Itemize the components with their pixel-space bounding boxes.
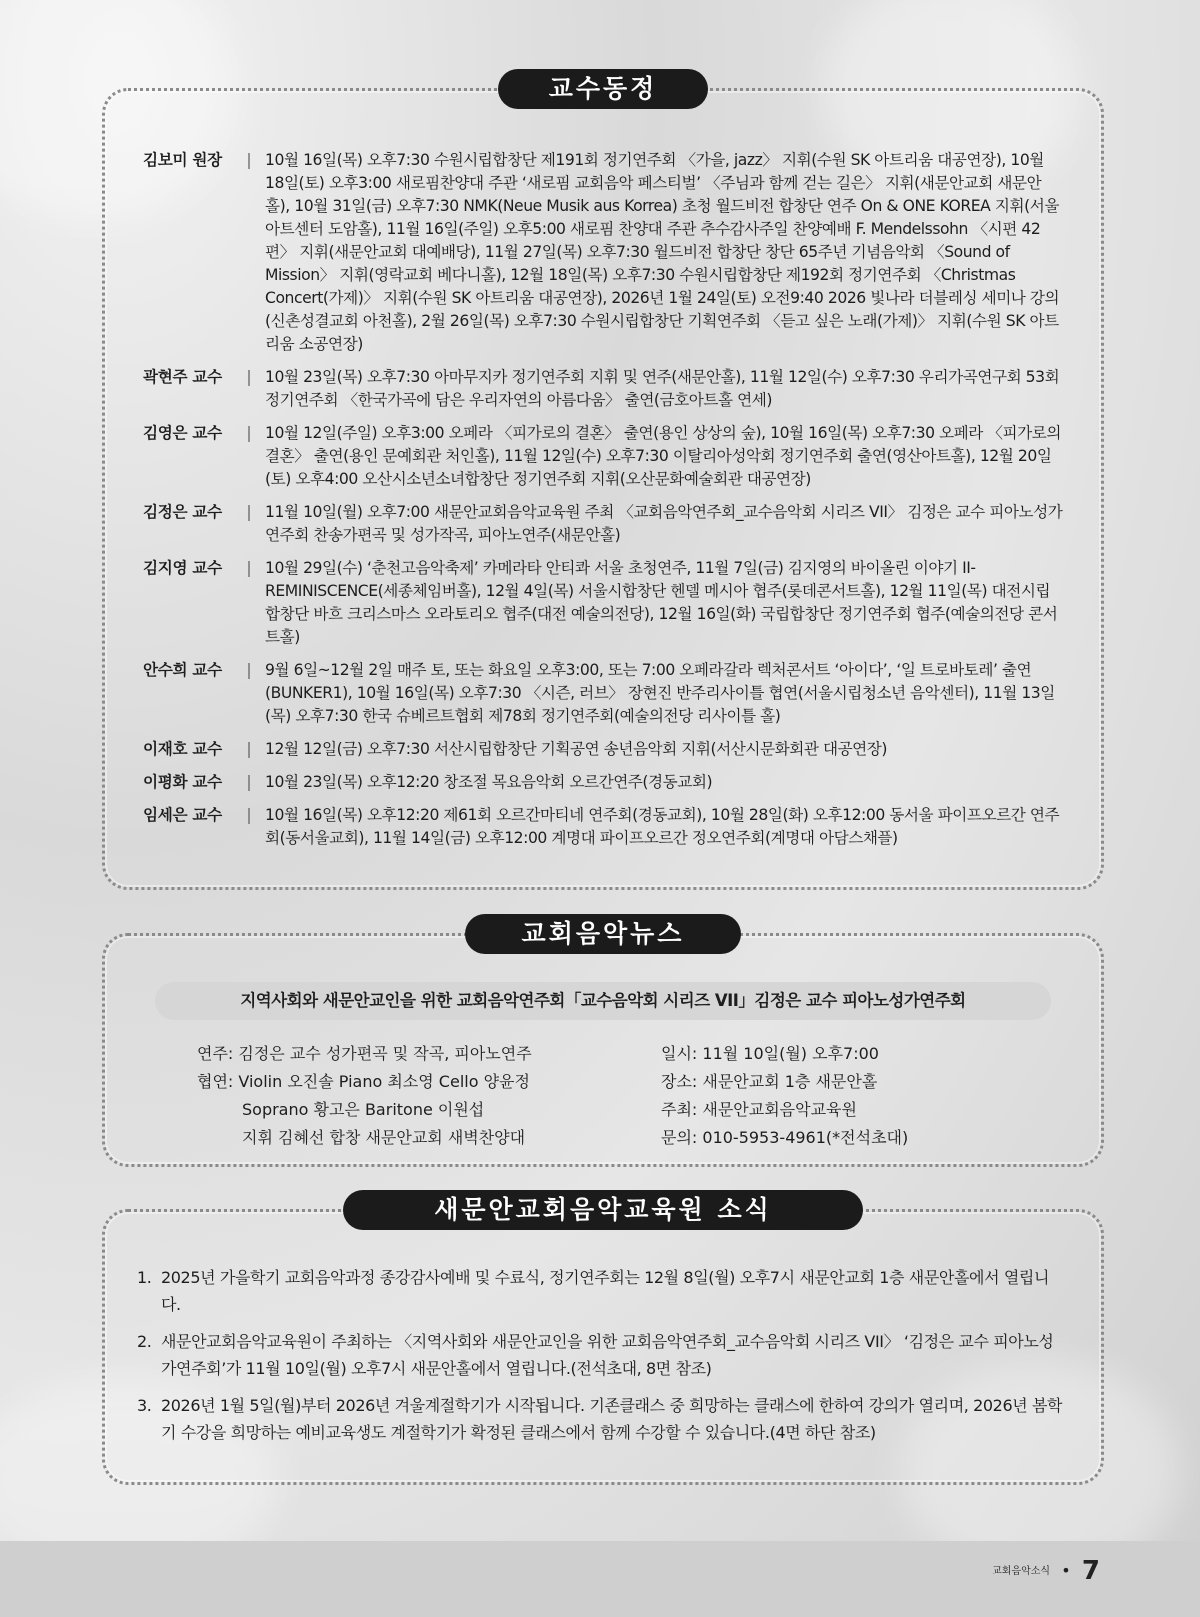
academy-notice <box>137 1264 1067 1318</box>
professors-section <box>102 74 1104 890</box>
separator-bar: | <box>246 740 252 758</box>
footer-label: 교회음악소식 <box>992 1566 1051 1577</box>
separator-bar: | <box>246 151 252 169</box>
professors-section-title: 교수동정 <box>498 69 708 109</box>
separator-bar: | <box>246 661 252 679</box>
separator-bar: | <box>246 424 252 442</box>
news-contact-line: 문의: 010-5953-4961(*전석초대) <box>661 1128 909 1147</box>
professor-entry <box>143 366 1063 412</box>
news-section <box>102 919 1104 1167</box>
notice-number: 1. <box>137 1268 152 1287</box>
separator-bar: | <box>246 368 252 386</box>
professor-entry <box>143 738 1063 761</box>
professor-activities: 10월 16일(목) 오후12:20 제61회 오르간마티네 연주회(경동교회), 10월 28일(화) 오후12:00 동서울 파이프오르간 연주회(동서울교회), 11월 14일(금) 오후12:00 계명대 파이프오르간 정오연주회(계명대 아담스채플) <box>265 806 1060 847</box>
academy-notice-list <box>137 1264 1067 1456</box>
professor-activities: 10월 23일(목) 오후12:20 창조절 목요음악회 오르간연주(경동교회) <box>265 773 713 791</box>
professor-name: 이재호 교수 <box>143 740 222 758</box>
professor-list <box>143 149 1063 860</box>
professor-activities: 10월 23일(목) 오후7:30 아마무지카 정기연주회 지휘 및 연주(새문안홀), 11월 12일(수) 오후7:30 우리가곡연구회 53회 정기연주회 〈한국가곡에 담은 우리자연의 아름다움〉 출연(금호아트홀 연세) <box>265 368 1060 409</box>
professor-name: 김보미 원장 <box>143 151 222 169</box>
news-performer-line: 연주: 김정은 교수 성가편곡 및 작곡, 피아노연주 <box>197 1044 532 1063</box>
notice-text: 새문안교회음악교육원이 주최하는 〈지역사회와 새문안교인을 위한 교회음악연주회_교수음악회 시리즈 VII〉 ‘김정은 교수 피아노성가연주회’가 11월 10일(월) 오후7시 새문안홀에서 열립니다.(전석초대, 8면 참조) <box>161 1332 1054 1378</box>
professor-name: 임세은 교수 <box>143 806 222 824</box>
professor-entry <box>143 804 1063 850</box>
professor-activities: 10월 29일(수) ‘춘천고음악축제’ 카메라타 안티콰 서울 초청연주, 11월 7일(금) 김지영의 바이올린 이야기 II-REMINISCENCE(세종체임버홀), 12월 4일(목) 서울시합창단 헨델 메시아 협주(롯데콘서트홀), 12월 11일(목) 대전시립합창단 바흐 크리스마스 오라토리오 협주(대전 예술의전당), 12월 16일(화) 국립합창단 정기연주회 협주(예술의전당 콘서트홀) <box>265 559 1058 646</box>
professor-name: 김지영 교수 <box>143 559 222 577</box>
footer <box>992 1553 1100 1590</box>
professor-entry <box>143 557 1063 649</box>
academy-notice <box>137 1328 1067 1382</box>
professor-name: 김정은 교수 <box>143 503 222 521</box>
news-host-line: 주최: 새문안교회음악교육원 <box>661 1100 857 1119</box>
page-number: 7 <box>1081 1556 1100 1586</box>
news-headline: 지역사회와 새문안교인을 위한 교회음악연주회「교수음악회 시리즈 VII」김정은 교수 피아노성가연주회 <box>155 982 1051 1020</box>
news-details-right <box>661 1040 908 1152</box>
academy-notice <box>137 1392 1067 1446</box>
notice-number: 2. <box>137 1332 152 1351</box>
professor-entry <box>143 771 1063 794</box>
academy-section-title: 새문안교회음악교육원 소식 <box>343 1190 863 1230</box>
professor-name: 안수희 교수 <box>143 661 222 679</box>
footer-bullet: • <box>1061 1561 1071 1580</box>
notice-text: 2025년 가을학기 교회음악과정 종강감사예배 및 수료식, 정기연주회는 12월 8일(월) 오후7시 새문안교회 1층 새문안홀에서 열립니다. <box>161 1268 1049 1314</box>
news-venue-line: 장소: 새문안교회 1층 새문안홀 <box>661 1072 878 1091</box>
separator-bar: | <box>246 559 252 577</box>
news-collaborator-line: 지휘 김혜선 합창 새문안교회 새벽찬양대 <box>242 1128 526 1147</box>
news-date-line: 일시: 11월 10일(월) 오후7:00 <box>661 1044 879 1063</box>
separator-bar: | <box>246 503 252 521</box>
separator-bar: | <box>246 806 252 824</box>
professor-activities: 9월 6일~12월 2일 매주 토, 또는 화요일 오후3:00, 또는 7:00 오페라갈라 렉처콘서트 ‘아이다’, ‘일 트로바토레’ 출연(BUNKER1), 10월 16일(목) 오후7:30 〈시즌, 러브〉 장현진 반주리사이틀 협연(서울시립청소년 음악센터), 11월 13일(목) 오후7:30 한국 슈베르트협회 제78회 정기연주회(예술의전당 리사이틀 홀) <box>265 661 1055 725</box>
professor-activities: 10월 16일(목) 오후7:30 수원시립합창단 제191회 정기연주회 〈가을, jazz〉 지휘(수원 SK 아트리움 대공연장), 10월 18일(토) 오후3:00 새로핌찬양대 주관 ‘새로핌 교회음악 페스티벌’ 〈주님과 함께 걷는 길은〉 지휘(새문안교회 새문안홀), 10월 31일(금) 오후7:30 NMK(Neue Musik aus Korrea) 초청 월드비전 합창단 연주 On & ONE KOREA 지휘(서울 아트센터 도암홀), 11월 16일(주일) 오후5:00 새로핌 찬양대 주관 추수감사주일 찬양예배 F. Mendelssohn 〈시편 42편〉 지휘(새문안교회 대예배당), 11월 27일(목) 오후7:30 월드비전 합창단 창단 65주년 기념음악회 〈Sound of Mission〉 지휘(영락교회 베다니홀), 12월 18일(목) 오후7:30 수원시립합창단 제192회 정기연주회 〈Christmas Concert(가제)〉 지휘(수원 SK 아트리움 대공연장), 2026년 1월 24일(토) 오전9:40 2026 빛나라 더블레싱 세미나 강의(신촌성결교회 아천홀), 2월 26일(목) 오후7:30 수원시립합창단 기획연주회 〈듣고 싶은 노래(가제)〉 지휘(수원 SK 아트리움 소공연장) <box>265 151 1060 353</box>
notice-text: 2026년 1월 5일(월)부터 2026년 겨울계절학기가 시작됩니다. 기존클래스 중 희망하는 클래스에 한하여 강의가 열리며, 2026년 봄학기 수강을 희망하는 예비교육생도 계절학기가 확정된 클래스에서 함께 수강할 수 있습니다.(4면 하단 참조) <box>161 1396 1063 1442</box>
professor-entry <box>143 659 1063 728</box>
academy-section <box>102 1195 1104 1485</box>
news-section-title: 교회음악뉴스 <box>465 914 741 954</box>
separator-bar: | <box>246 773 252 791</box>
professor-activities: 12월 12일(금) 오후7:30 서산시립합창단 기획공연 송년음악회 지휘(서산시문화회관 대공연장) <box>265 740 888 758</box>
professor-name: 이평화 교수 <box>143 773 222 791</box>
news-collaborator-line: Soprano 황고은 Baritone 이원섭 <box>242 1100 485 1119</box>
professor-activities: 11월 10일(월) 오후7:00 새문안교회음악교육원 주최 〈교회음악연주회_교수음악회 시리즈 VII〉 김정은 교수 피아노성가연주회 찬송가편곡 및 성가작곡, 피아노연주(새문안홀) <box>265 503 1063 544</box>
notice-number: 3. <box>137 1396 152 1415</box>
professor-entry <box>143 422 1063 491</box>
professor-name: 김영은 교수 <box>143 424 222 442</box>
professor-name: 곽현주 교수 <box>143 368 222 386</box>
professor-entry <box>143 149 1063 356</box>
news-collaborator-line: 협연: Violin 오진솔 Piano 최소영 Cello 양윤정 <box>197 1072 530 1091</box>
professor-activities: 10월 12일(주일) 오후3:00 오페라 〈피가로의 결혼〉 출연(용인 상상의 숲), 10월 16일(목) 오후7:30 오페라 〈피가로의 결혼〉 출연(용인 문예회관 처인홀), 11월 12일(수) 오후7:30 이탈리아성악회 정기연주회 출연(영산아트홀), 12월 20일(토) 오후4:00 오산시소년소녀합창단 정기연주회 지휘(오산문화예술회관 대공연장) <box>265 424 1062 488</box>
news-details-left <box>197 1040 532 1152</box>
professor-entry <box>143 501 1063 547</box>
